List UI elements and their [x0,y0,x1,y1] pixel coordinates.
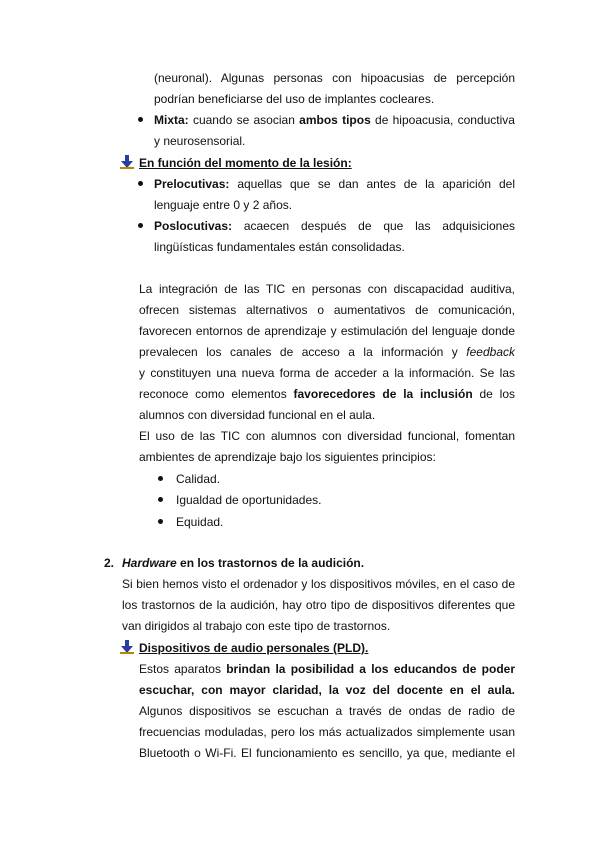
section-2-title-italic: Hardware [122,556,177,570]
tic-line-4 [139,344,515,360]
pld-heading: Dispositivos de audio personales (PLD). [139,641,369,655]
tic-line-6-a: reconoce como elementos [139,387,294,401]
mixta-line-2: y neurosensorial. [154,134,246,148]
section-2-line-1: Si bien hemos visto el ordenador y los dispositivos móviles, en el caso de [122,577,515,591]
pld-line-1 [139,661,515,677]
tic-line-9: ambientes de aprendizaje bajo los siguientes principios: [139,450,436,464]
tic-line-6 [139,386,515,402]
prelocutivas-line-2: lenguaje entre 0 y 2 años. [154,198,293,212]
section-2-title [122,555,364,571]
bullet-principle-2 [158,497,163,502]
tic-line-6-bold: favorecedores de la inclusión [293,387,473,401]
pld-line-1-a: Estos aparatos [139,662,227,676]
principle-item-1: Calidad. [176,472,221,486]
tic-line-8: El uso de las TIC con alumnos con diversidad funcional, fomentan [139,429,515,443]
bullet-principle-1 [158,476,163,481]
tic-line-4-a: prevalecen los canales de acceso a la información y [139,345,467,359]
neuronal-line-2: podrían beneficiarse del uso de implantes cocleares. [154,92,435,106]
mixta-text-b: de hipoacusia, conductiva [370,113,515,127]
tic-line-4-italic: feedback [466,345,515,359]
mixta-term: Mixta: [154,113,189,127]
neuronal-line-1: (neuronal). Algunas personas con hipoacusias de percepción [154,71,515,85]
prelocutivas-line-1 [154,176,515,192]
pld-line-5: Bluetooth o Wi-Fi. El funcionamiento es sencillo, ya que, mediante el [139,746,515,760]
principle-item-2: Igualdad de oportunidades. [176,493,322,507]
bullet-principle-3 [158,519,163,524]
section-2-line-2: los trastornos de la audición, hay otro tipo de dispositivos diferentes que [122,598,515,612]
mixta-text-a: cuando se asocian [188,113,300,127]
section-2-number: 2. [104,556,115,570]
poslocutivas-text: acaecen después de que las adquisiciones [232,219,515,233]
tic-line-6-b: de los [472,387,515,401]
tic-line-3: favorecen entornos de aprendizaje y estimulación del lenguaje donde [139,324,515,338]
tic-line-7: alumnos con diversidad funcional en el aula. [139,408,376,422]
tic-line-2: ofrecen sistemas alternativos o aumentativos de comunicación, [139,303,515,317]
bullet-mixta [138,117,143,122]
pld-line-3: Algunos dispositivos se escuchan a través de ondas de radio de [139,704,515,718]
tic-line-1: La integración de las TIC en personas con discapacidad auditiva, [139,282,515,296]
arrow-bullet-icon [119,155,135,169]
arrow-bullet-icon [119,640,135,654]
mixta-bold: ambos tipos [299,113,371,127]
prelocutivas-text: aquellas que se dan antes de la aparición del [229,177,515,191]
section-2-title-rest: en los trastornos de la audición. [176,556,365,570]
mixta-line-1 [154,112,515,128]
tic-line-5: y constituyen una nueva forma de acceder a la información. Se las [139,366,515,380]
bullet-poslocutivas [138,223,143,228]
poslocutivas-line-2: lingüísticas fundamentales están consolidadas. [154,240,405,254]
prelocutivas-term: Prelocutivas: [154,177,230,191]
pld-line-1-bold: brindan la posibilidad a los educandos de poder [226,662,515,676]
section-2-line-3: van dirigidos al trabajo con este tipo de trastornos. [122,619,391,633]
pld-line-2: escuchar, con mayor claridad, la voz del docente en el aula. [139,683,515,697]
pld-line-4: frecuencias moduladas, pero los más actualizados simplemente usan [139,725,515,739]
bullet-prelocutivas [138,181,143,186]
poslocutivas-line-1 [154,218,515,234]
lesion-heading: En función del momento de la lesión: [139,156,352,170]
poslocutivas-term: Poslocutivas: [154,219,233,233]
principle-item-3: Equidad. [176,515,224,529]
